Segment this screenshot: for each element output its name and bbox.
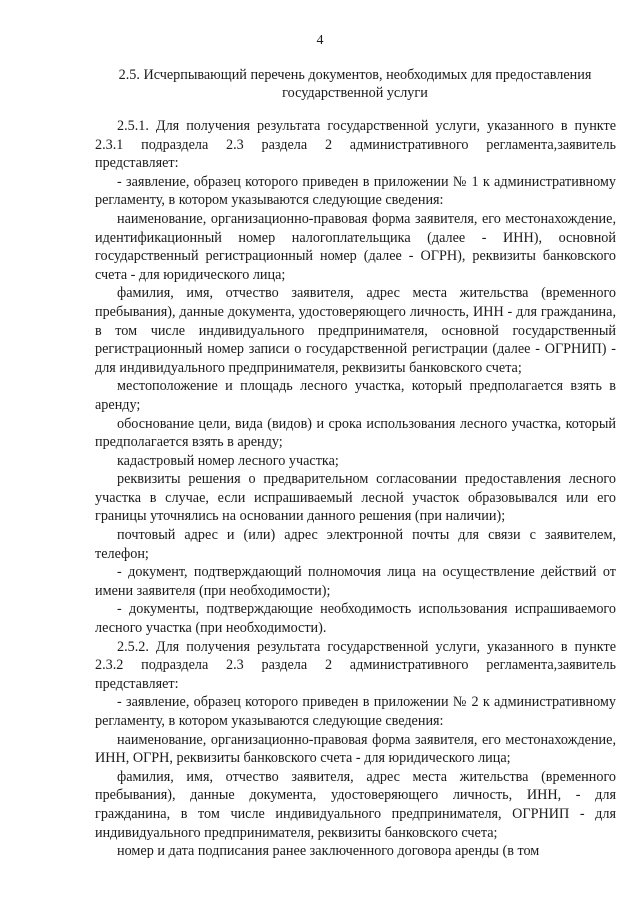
paragraph-authority-document: - документ, подтверждающий полномочия лица на осуществление действий от имени заявителя (при необходимости);: [95, 564, 616, 599]
paragraph-plot-location: местоположение и площадь лесного участка, который предполагается взять в аренду;: [95, 378, 616, 413]
paragraph-cadastral-number: кадастровый номер лесного участка;: [117, 452, 339, 469]
paragraph-citizen-info: фамилия, имя, отчество заявителя, адрес места жительства (временного пребывания), данные документа, удостоверяющего личность, ИНН - для гражданина, в том числе индивидуального предпринимателя, основной государственный регистрационный номер записи о государственной регистрации (далее - ОГРНИП) - для индивидуального предпринимателя, реквизиты банковского счета;: [95, 285, 616, 376]
paragraph-legal-entity-info-2: наименование, организационно-правовая форма заявителя, его местонахождение, ИНН, ОГРН, реквизиты банковского счета - для юридического лица;: [95, 731, 616, 767]
document-body: [95, 117, 616, 861]
paragraph-decision-details: реквизиты решения о предварительном согласовании предоставления лесного участка в случае, если испрашиваемый лесной участок образовывался или его границы уточнялись на основании данного решения (при наличии);: [95, 471, 616, 525]
paragraph-citizen-info-2: фамилия, имя, отчество заявителя, адрес места жительства (временного пребывания), данные документа, удостоверяющего личность, ИНН, - для гражданина, в том числе индивидуального предпринимателя, ОГРНИП - для индивидуального предпринимателя, реквизиты банковского счета;: [95, 768, 616, 841]
paragraph-necessity-documents: - документы, подтверждающие необходимость использования испрашиваемого лесного участка (при необходимости).: [95, 601, 616, 637]
page-number: 4: [316, 33, 324, 48]
paragraph-application-1: - заявление, образец которого приведен в приложении № 1 к административному регламенту, в котором указываются следующие сведения:: [95, 173, 616, 209]
paragraph-contacts: почтовый адрес и (или) адрес электронной почты для связи с заявителем, телефон;: [95, 527, 616, 562]
section-title: 2.5. Исчерпывающий перечень документов, необходимых для предоставления государственной услуги: [118, 67, 592, 101]
paragraph-application-2: - заявление, образец которого приведен в приложении № 2 к административному регламенту, в котором указываются следующие сведения:: [95, 694, 616, 729]
paragraph-purpose: обоснование цели, вида (видов) и срока использования лесного участка, который предполагается взять в аренду;: [95, 415, 616, 451]
paragraph-2-5-1-intro: 2.5.1. Для получения результата государственной услуги, указанного в пункте 2.3.1 подраздела 2.3 раздела 2 административного регламента,заявитель представляет:: [95, 118, 616, 172]
paragraph-2-5-2-intro: 2.5.2. Для получения результата государственной услуги, указанного в пункте 2.3.2 подраздела 2.3 раздела 2 административного регламента,заявитель представляет:: [95, 638, 616, 692]
paragraph-lease-contract: номер и дата подписания ранее заключенного договора аренды (в том: [117, 843, 540, 860]
paragraph-legal-entity-info: наименование, организационно-правовая форма заявителя, его местонахождение, идентификационный номер налогоплательщика (далее - ИНН), основной государственный регистрационный номер (далее - ОГРН), реквизиты банковского счета - для юридического лица;: [95, 210, 616, 283]
